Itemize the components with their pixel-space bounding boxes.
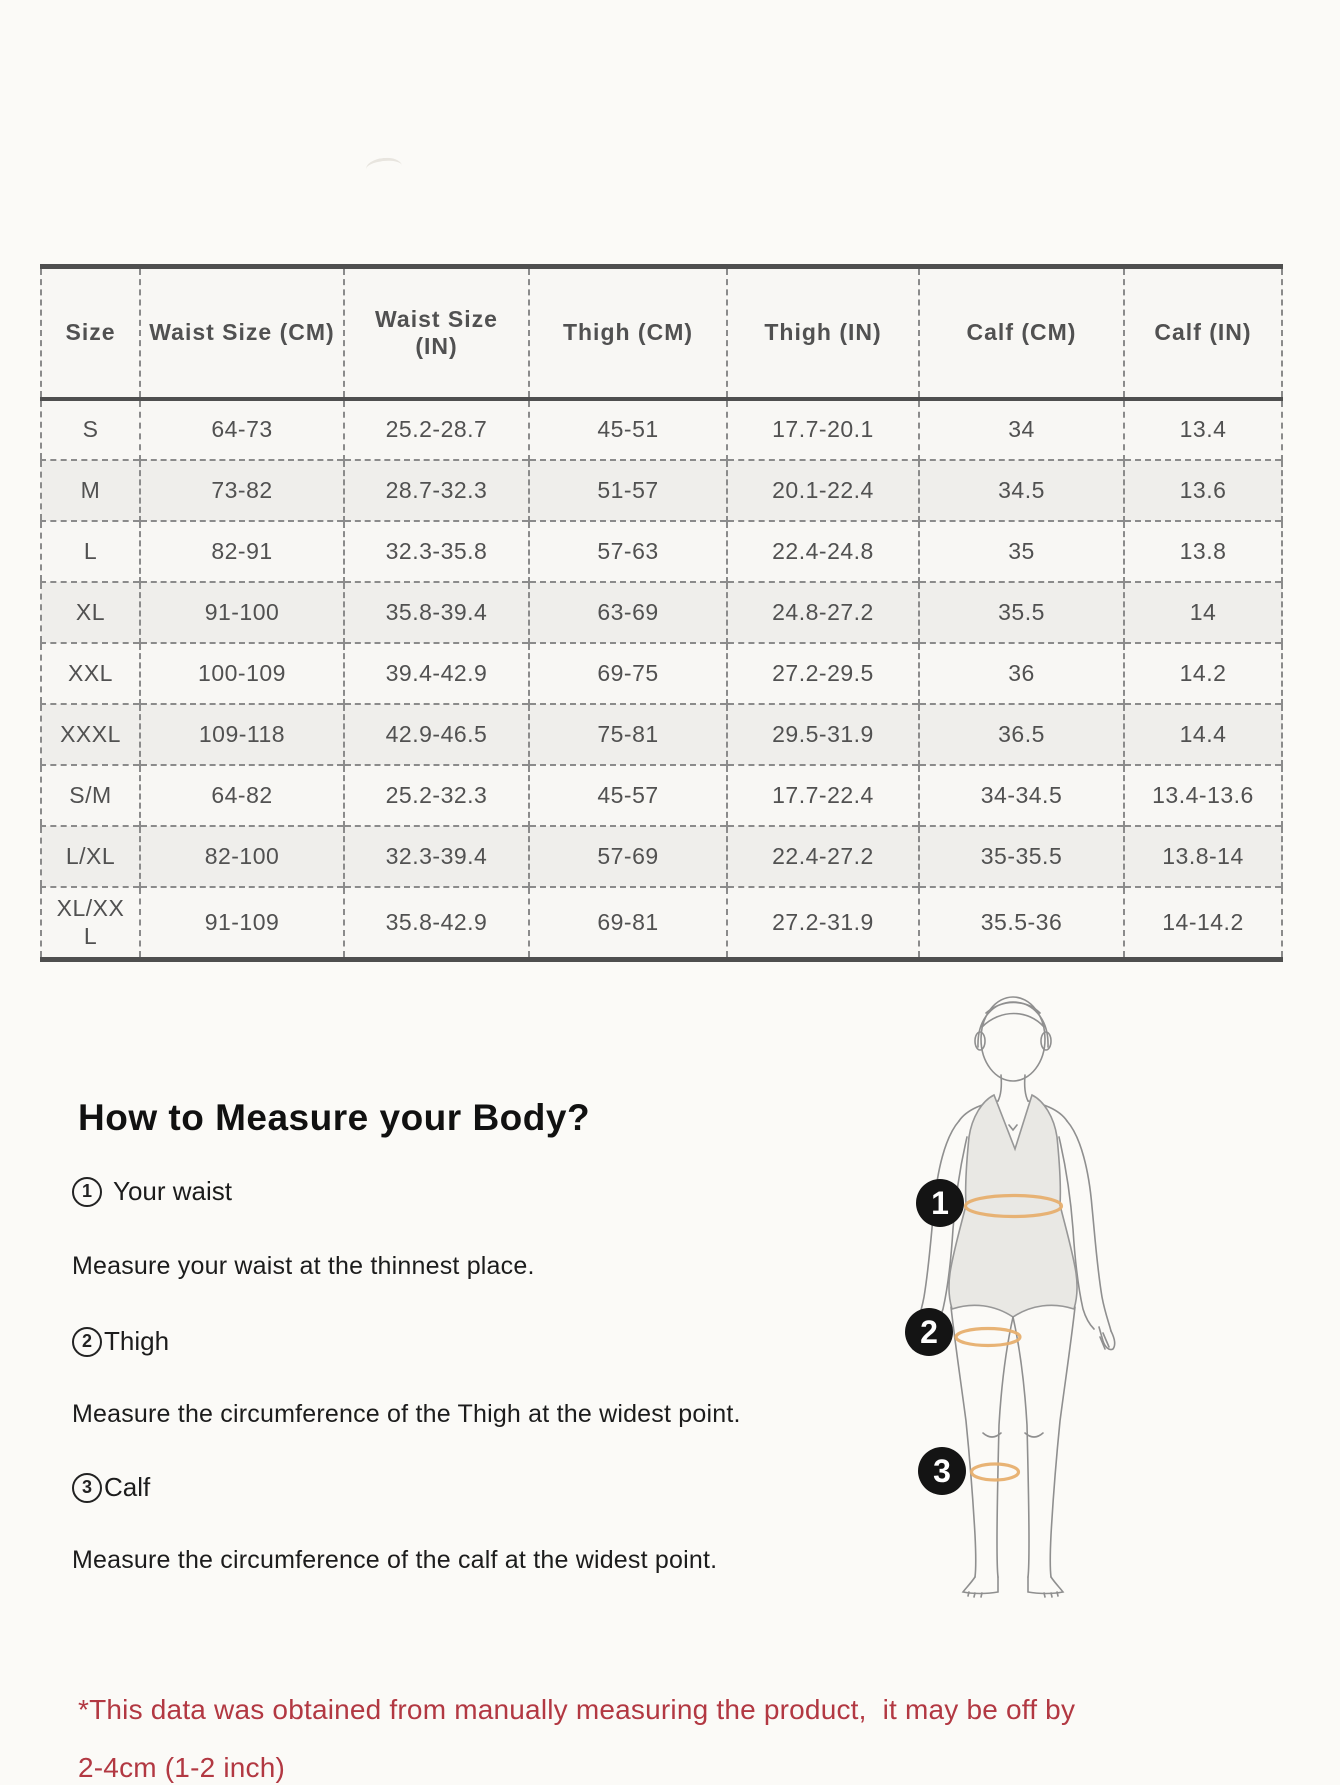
value-cell: 34.5 [919,460,1124,521]
table-row [41,765,1282,826]
table-row [41,826,1282,887]
size-label: XXXL [60,720,121,747]
marker-1-number: 1 [931,1185,949,1221]
table-row [41,521,1282,582]
table-row [41,460,1282,521]
table-row [41,887,1282,960]
table-row [41,399,1282,460]
size-label: L/XL [65,842,116,869]
body-figure-illustration [855,975,1175,1615]
step-instruction-waist: Measure your waist at the thinnest place. [72,1252,535,1280]
size-cell [41,704,140,765]
size-label: XL/XXL [56,894,125,950]
step-label-text: Your waist [113,1176,232,1206]
value-cell: 22.4-27.2 [727,826,919,887]
value-cell: 57-69 [529,826,727,887]
figure-bodysuit [949,1095,1077,1317]
disclaimer-line-2: 2-4cm (1-2 inch) [78,1752,286,1783]
value-cell: 35.8-39.4 [344,582,529,643]
value-cell: 69-81 [529,887,727,960]
value-cell: 109-118 [140,704,344,765]
value-cell: 34-34.5 [919,765,1124,826]
value-cell: 64-82 [140,765,344,826]
size-label: XL [75,598,106,625]
value-cell: 14.2 [1124,643,1282,704]
column-header: Waist Size (IN) [344,267,529,399]
size-cell [41,887,140,960]
size-cell [41,643,140,704]
circled-number-3-icon: 3 [72,1473,102,1503]
value-cell: 13.8 [1124,521,1282,582]
value-cell: 27.2-31.9 [727,887,919,960]
column-header: Calf (CM) [919,267,1124,399]
value-cell: 27.2-29.5 [727,643,919,704]
value-cell: 35 [919,521,1124,582]
step-label-text: Thigh [104,1326,170,1356]
value-cell: 63-69 [529,582,727,643]
value-cell: 14 [1124,582,1282,643]
value-cell: 35-35.5 [919,826,1124,887]
value-cell: 57-63 [529,521,727,582]
figure-hair [978,1002,1048,1047]
value-cell: 82-91 [140,521,344,582]
value-cell: 64-73 [140,399,344,460]
value-cell: 51-57 [529,460,727,521]
size-label: M [80,476,101,503]
step-label-waist [72,1176,232,1207]
value-cell: 100-109 [140,643,344,704]
value-cell: 35.8-42.9 [344,887,529,960]
body-figure-svg [855,975,1175,1615]
marker-3-number: 3 [933,1453,951,1489]
disclaimer-line-1: *This data was obtained from manually measuring the product, it may be off by [78,1694,1076,1725]
size-chart-table [40,264,1283,962]
table-row [41,582,1282,643]
value-cell: 14-14.2 [1124,887,1282,960]
step-label-thigh [72,1326,169,1357]
value-cell: 35.5-36 [919,887,1124,960]
column-header: Thigh (IN) [727,267,919,399]
size-cell [41,521,140,582]
value-cell: 20.1-22.4 [727,460,919,521]
value-cell: 25.2-28.7 [344,399,529,460]
circled-number-1-icon: 1 [72,1177,102,1207]
value-cell: 25.2-32.3 [344,765,529,826]
value-cell: 22.4-24.8 [727,521,919,582]
value-cell: 91-100 [140,582,344,643]
value-cell: 34 [919,399,1124,460]
step-label-text: Calf [104,1472,151,1502]
size-label: S [82,416,99,443]
value-cell: 36.5 [919,704,1124,765]
value-cell: 75-81 [529,704,727,765]
step-instruction-thigh: Measure the circumference of the Thigh at the widest point. [72,1400,741,1428]
value-cell: 17.7-20.1 [727,399,919,460]
value-cell: 24.8-27.2 [727,582,919,643]
measure-section-title: How to Measure your Body? [78,1097,591,1138]
value-cell: 17.7-22.4 [727,765,919,826]
value-cell: 14.4 [1124,704,1282,765]
step-instruction-calf: Measure the circumference of the calf at the widest point. [72,1546,718,1574]
marker-2-number: 2 [920,1314,938,1350]
table-row [41,704,1282,765]
column-header: Calf (IN) [1124,267,1282,399]
size-cell [41,765,140,826]
size-label: XXL [68,659,113,686]
value-cell: 13.4 [1124,399,1282,460]
value-cell: 28.7-32.3 [344,460,529,521]
value-cell: 35.5 [919,582,1124,643]
value-cell: 13.6 [1124,460,1282,521]
calf-measure-ring [972,1464,1019,1480]
value-cell: 32.3-35.8 [344,521,529,582]
column-header: Waist Size (CM) [140,267,344,399]
circled-number-2-icon: 2 [72,1327,102,1357]
value-cell: 36 [919,643,1124,704]
faint-smudge [365,156,403,179]
value-cell: 45-51 [529,399,727,460]
header-row [41,267,1282,399]
figure-face [981,997,1045,1081]
value-cell: 69-75 [529,643,727,704]
value-cell: 82-100 [140,826,344,887]
size-label: S/M [69,781,112,808]
value-cell: 45-57 [529,765,727,826]
size-cell [41,399,140,460]
value-cell: 39.4-42.9 [344,643,529,704]
value-cell: 13.8-14 [1124,826,1282,887]
value-cell: 13.4-13.6 [1124,765,1282,826]
size-cell [41,826,140,887]
value-cell: 91-109 [140,887,344,960]
size-cell [41,460,140,521]
table-row [41,643,1282,704]
thigh-measure-ring [956,1329,1020,1346]
size-label: L [83,537,98,564]
column-header: Thigh (CM) [529,267,727,399]
value-cell: 73-82 [140,460,344,521]
value-cell: 29.5-31.9 [727,704,919,765]
step-label-calf [72,1472,150,1503]
value-cell: 32.3-39.4 [344,826,529,887]
size-cell [41,582,140,643]
value-cell: 42.9-46.5 [344,704,529,765]
column-header: Size [41,267,140,399]
